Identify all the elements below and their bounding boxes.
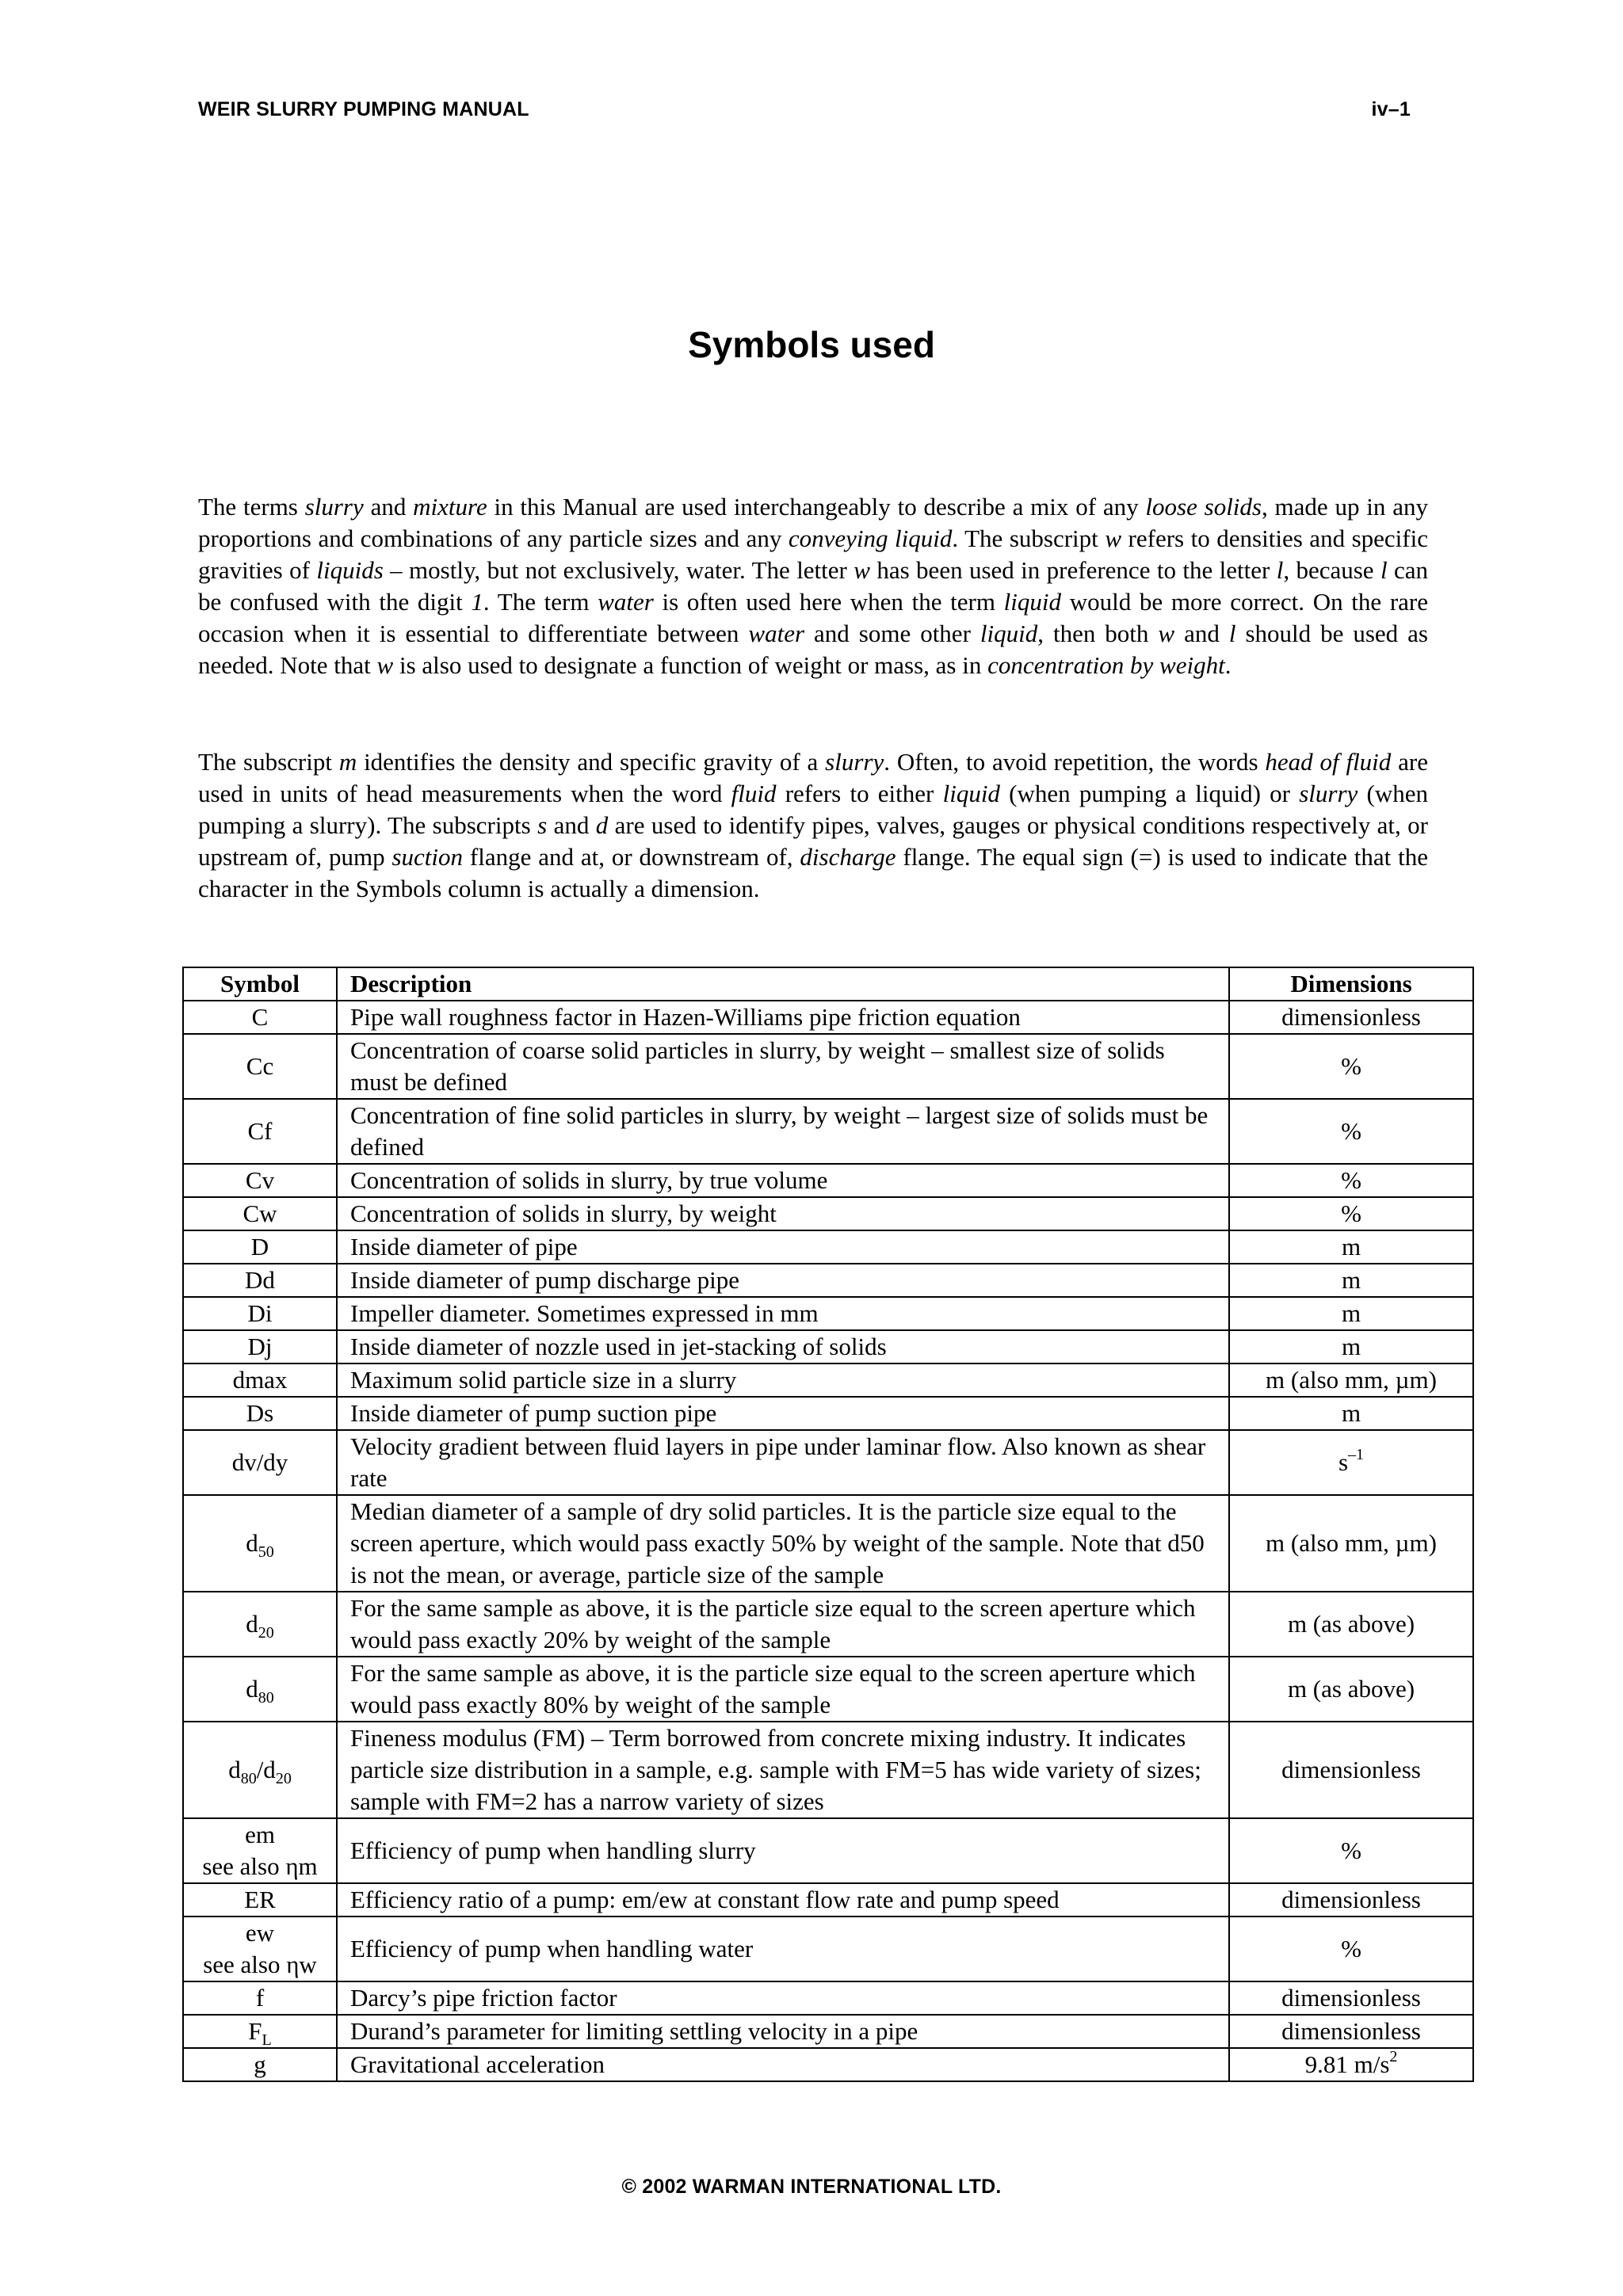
dimensions-cell bbox=[1229, 1330, 1473, 1363]
table-row bbox=[183, 1430, 1473, 1495]
paragraph-text-run: and bbox=[1174, 620, 1229, 647]
paragraph-text-run: – mostly, but not exclusively, water. The letter bbox=[383, 556, 854, 584]
dimensions-text: dimensionless bbox=[1281, 1756, 1421, 1783]
symbol-text: ew bbox=[245, 1919, 275, 1947]
paragraph-text-run: discharge bbox=[800, 843, 896, 871]
symbol-cell bbox=[183, 2048, 337, 2081]
paragraph-text-run: l bbox=[1380, 556, 1388, 584]
table-row bbox=[183, 1917, 1473, 1981]
description-cell: Fineness modulus (FM) – Term borrowed from concrete mixing industry. It indicates particle size distribution in a sample, e.g. sample with FM=5 has wide variety of sizes; sample with FM=2 has a narrow variety of sizes bbox=[337, 1722, 1229, 1818]
dimensions-cell bbox=[1229, 1001, 1473, 1034]
dimensions-cell bbox=[1229, 1397, 1473, 1430]
dimensions-text: % bbox=[1341, 1117, 1361, 1145]
symbol-cell bbox=[183, 1722, 337, 1818]
paragraph-text-run: slurry bbox=[825, 748, 884, 776]
paragraph-text-run: liquids bbox=[316, 556, 384, 584]
symbol-text: ER bbox=[244, 1886, 276, 1913]
dimensions-cell bbox=[1229, 2048, 1473, 2081]
dimensions-text: m (also mm, µm) bbox=[1266, 1529, 1437, 1557]
paragraph-text-run: slurry bbox=[304, 493, 364, 521]
symbol-text: d bbox=[246, 1675, 258, 1703]
symbol-cell bbox=[183, 1818, 337, 1883]
paragraph-text-run: refers to densities and specific gravities of bbox=[198, 524, 1428, 584]
paragraph-text-run: should be used as needed. Note that bbox=[198, 620, 1428, 679]
paragraph-text-run: w bbox=[376, 651, 394, 679]
column-header-symbol: Symbol bbox=[183, 967, 337, 1001]
paragraph-text-run: . Often, to avoid repetition, the words bbox=[884, 748, 1266, 776]
symbol-text: F bbox=[248, 2017, 262, 2045]
dimensions-cell bbox=[1229, 1722, 1473, 1818]
dimensions-text: % bbox=[1341, 1836, 1361, 1864]
symbol-text: dmax bbox=[232, 1366, 288, 1394]
symbol-text: 20 bbox=[258, 1624, 274, 1642]
symbol-text: 80 bbox=[240, 1770, 257, 1787]
description-cell: For the same sample as above, it is the particle size equal to the screen aperture which would pass exactly 80% by weight of the sample bbox=[337, 1657, 1229, 1722]
symbol-text: Di bbox=[247, 1299, 273, 1327]
table-row bbox=[183, 1164, 1473, 1197]
dimensions-cell bbox=[1229, 1363, 1473, 1397]
symbol-text: d bbox=[246, 1529, 258, 1557]
description-cell: Efficiency ratio of a pump: em/ew at constant flow rate and pump speed bbox=[337, 1883, 1229, 1917]
page-number: iv–1 bbox=[1371, 98, 1411, 120]
symbol-text: C bbox=[251, 1003, 269, 1031]
dimensions-cell bbox=[1229, 2015, 1473, 2048]
paragraph-text-run: liquid bbox=[942, 780, 1000, 807]
symbol-text: D bbox=[250, 1233, 269, 1261]
dimensions-text: dimensionless bbox=[1281, 1886, 1421, 1913]
symbol-text: d bbox=[228, 1756, 241, 1783]
symbol-text: d bbox=[246, 1610, 258, 1638]
paragraph-text-run: identifies the density and specific gravity of a bbox=[357, 748, 826, 776]
dimensions-text: dimensionless bbox=[1281, 1003, 1421, 1031]
paragraph-text-run: water bbox=[598, 588, 654, 616]
description-cell: Darcy’s pipe friction factor bbox=[337, 1981, 1229, 2015]
paragraph-text-run: . bbox=[1224, 651, 1232, 679]
symbols-table-body bbox=[183, 1001, 1473, 2081]
paragraph-text-run: and some other bbox=[804, 620, 980, 647]
description-cell: Inside diameter of nozzle used in jet-stacking of solids bbox=[337, 1330, 1229, 1363]
paragraph-text-run: water bbox=[748, 620, 805, 647]
paragraph-text-run: is also used to designate a function of weight or mass, as in bbox=[393, 651, 988, 679]
symbol-text: 20 bbox=[275, 1770, 292, 1787]
symbol-cell bbox=[183, 1230, 337, 1264]
table-row bbox=[183, 1495, 1473, 1592]
paragraph-text-run: . The term bbox=[483, 588, 598, 616]
column-header-description: Description bbox=[337, 967, 1229, 1001]
symbol-cell bbox=[183, 1981, 337, 2015]
symbol-cell bbox=[183, 1264, 337, 1297]
description-cell: Inside diameter of pump suction pipe bbox=[337, 1397, 1229, 1430]
paragraph-text-run: concentration by weight bbox=[987, 651, 1225, 679]
paragraph-text-run: slurry bbox=[1299, 780, 1358, 807]
paragraph-text-run: (when pumping a slurry). The subscripts bbox=[198, 780, 1428, 839]
paragraph-text-run: . The subscript bbox=[952, 524, 1106, 552]
dimensions-text: % bbox=[1341, 1166, 1361, 1194]
description-cell: Durand’s parameter for limiting settling velocity in a pipe bbox=[337, 2015, 1229, 2048]
table-header-row bbox=[183, 967, 1473, 1001]
symbol-text: Cf bbox=[247, 1117, 273, 1145]
paragraph-text-run: s bbox=[537, 811, 548, 839]
symbol-text: f bbox=[255, 1984, 265, 2012]
symbol-cell bbox=[183, 1363, 337, 1397]
table-row bbox=[183, 1001, 1473, 1034]
description-cell: Concentration of coarse solid particles in slurry, by weight – smallest size of solids must be defined bbox=[337, 1034, 1229, 1099]
description-cell: Concentration of fine solid particles in slurry, by weight – largest size of solids must be defined bbox=[337, 1099, 1229, 1164]
description-cell: Impeller diameter. Sometimes expressed in mm bbox=[337, 1297, 1229, 1330]
symbol-cell bbox=[183, 1001, 337, 1034]
dimensions-cell bbox=[1229, 1297, 1473, 1330]
table-row bbox=[183, 1230, 1473, 1264]
symbol-cell bbox=[183, 1197, 337, 1230]
dimensions-text: % bbox=[1341, 1935, 1361, 1962]
dimensions-text: –1 bbox=[1348, 1446, 1365, 1463]
symbol-cell bbox=[183, 1164, 337, 1197]
column-header-dimensions: Dimensions bbox=[1229, 967, 1473, 1001]
symbol-cell bbox=[183, 1495, 337, 1592]
symbol-cell bbox=[183, 1657, 337, 1722]
dimensions-text: s bbox=[1338, 1448, 1349, 1476]
paragraph-text-run: suction bbox=[391, 843, 464, 871]
symbol-text: Cw bbox=[242, 1199, 277, 1227]
paragraph-text-run: flange. The equal sign (=) is used to indicate that the character in the Symbols column is actually a dimension. bbox=[198, 843, 1428, 902]
symbol-text: L bbox=[262, 2031, 272, 2049]
dimensions-text: dimensionless bbox=[1281, 1984, 1421, 2012]
symbol-text: Dd bbox=[245, 1266, 275, 1294]
description-cell: Concentration of solids in slurry, by true volume bbox=[337, 1164, 1229, 1197]
paragraph-text-run: , then both bbox=[1037, 620, 1159, 647]
dimensions-cell bbox=[1229, 1197, 1473, 1230]
description-cell: Maximum solid particle size in a slurry bbox=[337, 1363, 1229, 1397]
table-row bbox=[183, 2015, 1473, 2048]
symbol-cell bbox=[183, 1330, 337, 1363]
paragraph-text-run: loose solids bbox=[1145, 493, 1262, 521]
paragraph-text-run: are used in units of head measurements when the word bbox=[198, 748, 1428, 807]
intro-paragraph-1 bbox=[198, 491, 1428, 681]
dimensions-cell bbox=[1229, 1657, 1473, 1722]
description-cell: Gravitational acceleration bbox=[337, 2048, 1229, 2081]
symbol-cell bbox=[183, 1397, 337, 1430]
description-cell: Efficiency of pump when handling water bbox=[337, 1917, 1229, 1981]
dimensions-text: 2 bbox=[1389, 2048, 1398, 2065]
dimensions-text: m bbox=[1341, 1399, 1361, 1427]
dimensions-text: m (as above) bbox=[1287, 1675, 1415, 1703]
table-row bbox=[183, 1330, 1473, 1363]
page-title: Symbols used bbox=[688, 324, 935, 365]
table-row bbox=[183, 1722, 1473, 1818]
symbol-cell bbox=[183, 1917, 337, 1981]
paragraph-text-run: l bbox=[1276, 556, 1284, 584]
dimensions-cell bbox=[1229, 1430, 1473, 1495]
paragraph-text-run: liquid bbox=[1003, 588, 1062, 616]
dimensions-cell bbox=[1229, 1264, 1473, 1297]
symbol-text: Dj bbox=[247, 1333, 273, 1360]
dimensions-cell bbox=[1229, 1230, 1473, 1264]
table-row bbox=[183, 2048, 1473, 2081]
dimensions-text: m bbox=[1341, 1266, 1361, 1294]
paragraph-text-run: The subscript bbox=[198, 748, 339, 776]
running-header-title: WEIR SLURRY PUMPING MANUAL bbox=[198, 98, 529, 120]
paragraph-text-run: The terms bbox=[198, 493, 305, 521]
paragraph-text-run: w bbox=[1158, 620, 1175, 647]
table-row bbox=[183, 1099, 1473, 1164]
paragraph-text-run: is often used here when the term bbox=[653, 588, 1004, 616]
paragraph-text-run: in this Manual are used interchangeably to describe a mix of any bbox=[487, 493, 1146, 521]
description-cell: Inside diameter of pipe bbox=[337, 1230, 1229, 1264]
symbol-text: 80 bbox=[258, 1689, 274, 1707]
symbol-text: see also ηw bbox=[203, 1951, 317, 1978]
paragraph-text-run: , because bbox=[1283, 556, 1381, 584]
dimensions-text: % bbox=[1341, 1199, 1361, 1227]
dimensions-text: m bbox=[1341, 1233, 1361, 1261]
table-row bbox=[183, 1363, 1473, 1397]
table-row bbox=[183, 1264, 1473, 1297]
paragraph-text-run: (when pumping a liquid) or bbox=[999, 780, 1300, 807]
paragraph-text-run: would be more correct. On the rare occasion when it is essential to differentiate between bbox=[198, 588, 1428, 647]
dimensions-cell bbox=[1229, 1034, 1473, 1099]
table-row bbox=[183, 1297, 1473, 1330]
paragraph-text-run: d bbox=[595, 811, 609, 839]
dimensions-text: m (also mm, µm) bbox=[1266, 1366, 1437, 1394]
description-cell: Efficiency of pump when handling slurry bbox=[337, 1818, 1229, 1883]
symbol-text: dv/dy bbox=[231, 1448, 288, 1476]
table-row bbox=[183, 1397, 1473, 1430]
paragraph-text-run: m bbox=[338, 748, 357, 776]
dimensions-cell bbox=[1229, 1099, 1473, 1164]
description-cell: Inside diameter of pump discharge pipe bbox=[337, 1264, 1229, 1297]
paragraph-text-run: head of fluid bbox=[1265, 748, 1392, 776]
dimensions-cell bbox=[1229, 1592, 1473, 1657]
symbol-cell bbox=[183, 1883, 337, 1917]
description-cell: For the same sample as above, it is the particle size equal to the screen aperture which would pass exactly 20% by weight of the sample bbox=[337, 1592, 1229, 1657]
dimensions-text: m (as above) bbox=[1287, 1610, 1415, 1638]
table-row bbox=[183, 1197, 1473, 1230]
symbol-cell bbox=[183, 1430, 337, 1495]
table-row bbox=[183, 1034, 1473, 1099]
symbol-text: 50 bbox=[258, 1543, 274, 1561]
paragraph-text-run: and bbox=[547, 811, 596, 839]
dimensions-text: % bbox=[1341, 1052, 1361, 1080]
paragraph-text-run: conveying liquid bbox=[788, 524, 953, 552]
symbol-cell bbox=[183, 1592, 337, 1657]
description-cell: Velocity gradient between fluid layers in pipe under laminar flow. Also known as shear rate bbox=[337, 1430, 1229, 1495]
paragraph-text-run: and bbox=[363, 493, 414, 521]
paragraph-text-run: flange and at, or downstream of, bbox=[463, 843, 800, 871]
dimensions-text: m bbox=[1341, 1299, 1361, 1327]
symbol-text: see also ηm bbox=[202, 1852, 318, 1880]
paragraph-text-run: w bbox=[1105, 524, 1122, 552]
dimensions-text: dimensionless bbox=[1281, 2017, 1421, 2045]
paragraph-text-run: has been used in preference to the letter bbox=[869, 556, 1277, 584]
symbol-text: Cc bbox=[246, 1052, 274, 1080]
paragraph-text-run: 1 bbox=[471, 588, 483, 616]
table-row bbox=[183, 1883, 1473, 1917]
symbol-cell bbox=[183, 1297, 337, 1330]
table-row bbox=[183, 1818, 1473, 1883]
symbols-table bbox=[182, 967, 1474, 2082]
symbol-text: g bbox=[254, 2050, 266, 2078]
symbol-text: /d bbox=[256, 1756, 276, 1783]
paragraph-text-run: refers to either bbox=[776, 780, 943, 807]
paragraph-text-run: , made up in any proportions and combinations of any particle sizes and any bbox=[198, 493, 1428, 552]
description-cell: Pipe wall roughness factor in Hazen-Williams pipe friction equation bbox=[337, 1001, 1229, 1034]
intro-paragraph-2 bbox=[198, 746, 1428, 905]
symbol-text: Ds bbox=[246, 1399, 274, 1427]
symbol-cell bbox=[183, 1034, 337, 1099]
paragraph-text-run: w bbox=[854, 556, 870, 584]
paragraph-text-run: liquid bbox=[980, 620, 1038, 647]
dimensions-cell bbox=[1229, 1818, 1473, 1883]
table-row bbox=[183, 1657, 1473, 1722]
symbol-text: em bbox=[245, 1821, 275, 1848]
dimensions-cell bbox=[1229, 1495, 1473, 1592]
dimensions-text: m bbox=[1341, 1333, 1361, 1360]
paragraph-text-run: can be confused with the digit bbox=[198, 556, 1428, 616]
description-cell: Concentration of solids in slurry, by weight bbox=[337, 1197, 1229, 1230]
table-row bbox=[183, 1981, 1473, 2015]
table-row bbox=[183, 1592, 1473, 1657]
dimensions-cell bbox=[1229, 1883, 1473, 1917]
dimensions-cell bbox=[1229, 1981, 1473, 2015]
description-cell: Median diameter of a sample of dry solid particles. It is the particle size equal to the screen aperture, which would pass exactly 50% by weight of the sample. Note that d50 is not the mean, or average, particle size of the sample bbox=[337, 1495, 1229, 1592]
copyright-footer: © 2002 WARMAN INTERNATIONAL LTD. bbox=[621, 2176, 1002, 2198]
symbol-text: Cv bbox=[245, 1166, 275, 1194]
symbol-cell bbox=[183, 2015, 337, 2048]
paragraph-text-run: are used to identify pipes, valves, gauges or physical conditions respectively at, or upstream of, pump bbox=[198, 811, 1428, 871]
dimensions-cell bbox=[1229, 1164, 1473, 1197]
dimensions-cell bbox=[1229, 1917, 1473, 1981]
paragraph-text-run: mixture bbox=[413, 493, 487, 521]
paragraph-text-run: fluid bbox=[731, 780, 777, 807]
symbol-cell bbox=[183, 1099, 337, 1164]
dimensions-text: 9.81 m/s bbox=[1304, 2050, 1390, 2078]
paragraph-text-run: l bbox=[1228, 620, 1236, 647]
